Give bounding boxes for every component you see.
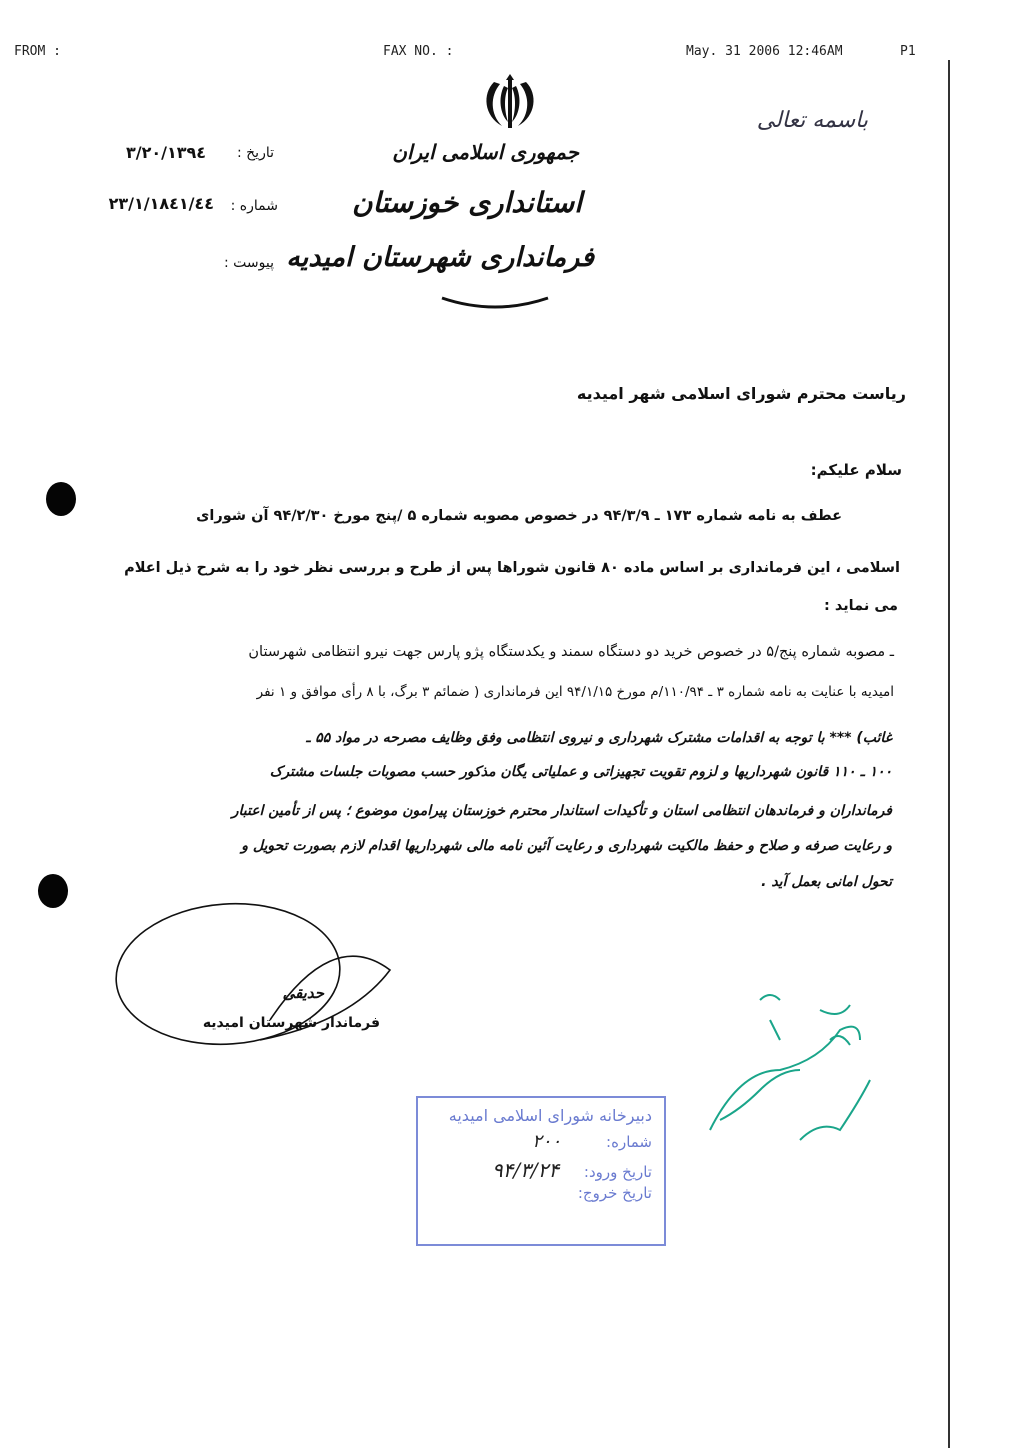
signature-scribble [110, 900, 410, 1060]
paragraph2-line: و رعایت صرفه و صلاح و حفظ مالکیت شهرداری و رعایت آئین نامه مالی شهرداریها اقدام لازم بصورت تحویل و [241, 838, 892, 854]
stamp-title: دبیرخانه شورای اسلامی امیدیه [448, 1106, 652, 1125]
paragraph2-line: فرمانداران و فرماندهان انتظامی استان و تأکیدات استاندار محترم خوزستان پیرامون موضوع ؛ پس از تأمین اعتبار [231, 803, 892, 819]
stamp-number-value: ۲۰۰ [532, 1131, 562, 1152]
fax-number: FAX NO. : [383, 44, 454, 59]
fax-datetime: May. 31 2006 12:46AM [686, 44, 843, 59]
invocation: باسمه تعالی [756, 108, 868, 133]
iran-emblem-icon [480, 74, 540, 134]
stamp-number-row [418, 1131, 664, 1152]
number-label: شماره : [230, 198, 278, 214]
page-edge-line [948, 60, 950, 1448]
handwritten-annotation [700, 980, 880, 1160]
paragraph1-line: عطف به نامه شماره ۱۷۳ ـ ۹۴/۳/۹ در خصوص مصوبه شماره ۵ /پنج مورخ ۹۴/۲/۳۰ آن شورای [196, 508, 842, 524]
date-label: تاریخ : [236, 145, 274, 161]
ornament-divider [440, 294, 550, 312]
signer-name: حدیقی [282, 984, 324, 1002]
stamp-entry-label: تاریخ ورود: [583, 1163, 652, 1181]
paragraph2-line: ۱۰۰ ـ ۱۱۰ قانون شهرداریها و لزوم تقویت تجهیزاتی و عملیاتی یگان مذکور حسب مصوبات جلسات مشترک [269, 764, 892, 780]
paragraph1-line: اسلامی ، این فرمانداری بر اساس ماده ۸۰ قانون شوراها پس از طرح و بررسی نظر خود را به شرح ذیل اعلام [124, 560, 900, 576]
paragraph2-line: ـ مصوبه شماره پنج/۵ در خصوص خرید دو دستگاه سمند و یکدستگاه پژو پارس جهت نیرو انتظامی شهرستان [248, 644, 894, 660]
letterhead-line3: فرمانداری شهرستان امیدیه [286, 242, 594, 273]
secretariat-stamp [416, 1096, 666, 1246]
fax-from: FROM : [14, 44, 61, 59]
attachment-label: پیوست : [224, 255, 274, 271]
letterhead-line1: جمهوری اسلامی ایران [392, 140, 579, 164]
recipient: ریاست محترم شورای اسلامی شهر امیدیه [576, 384, 906, 403]
stamp-entry-row [418, 1158, 664, 1182]
stamp-number-label: شماره: [606, 1133, 652, 1151]
paragraph2-line: تحول امانی بعمل آید . [761, 874, 892, 890]
stamp-entry-value: ۹۴/۳/۲۴ [491, 1158, 560, 1182]
punch-hole [38, 874, 68, 908]
fax-page: P1 [900, 44, 916, 59]
stamp-exit-label: تاریخ خروج: [577, 1184, 652, 1202]
greeting: سلام علیکم: [810, 461, 902, 479]
paragraph2-line: امیدیه با عنایت به نامه شماره ۳ ـ ۱۱۰/۹۴/م مورخ ۹۴/۱/۱۵ این فرمانداری ( ضمائم ۳ برگ، با ۸ رأی موافق و ۱ نفر [256, 684, 894, 700]
punch-hole [46, 482, 76, 516]
paragraph1-line: می نماید : [824, 598, 898, 614]
signer-title: فرماندار شهرستان امیدیه [202, 1015, 380, 1031]
number-value: ٤٤/۲۳/۱/۱۸٤۱ [108, 194, 214, 213]
letterhead-line2: استانداری خوزستان [352, 186, 582, 219]
date-value: ۱۳۹٤/۳/۲۰ [125, 143, 206, 162]
paragraph2-line: غائب) *** با توجه به اقدامات مشترک شهرداری و نیروی انتظامی وفق وظایف مصرحه در مواد ۵۵ ـ [306, 730, 892, 746]
